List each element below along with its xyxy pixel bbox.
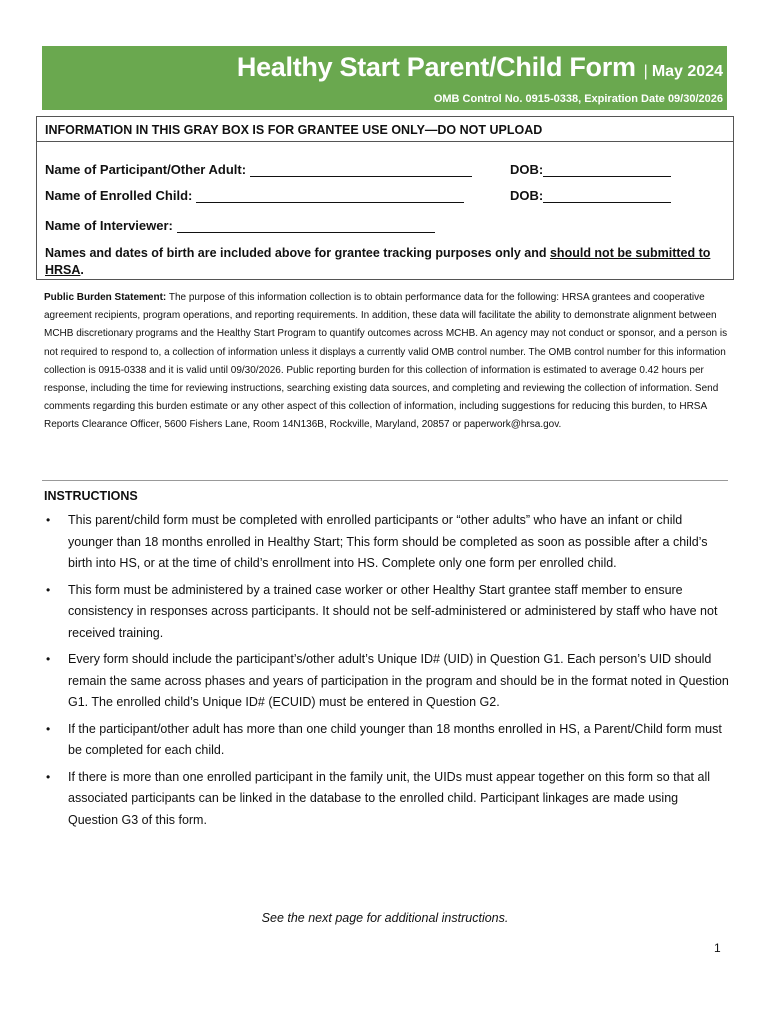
next-page-note: See the next page for additional instructions. xyxy=(261,911,509,925)
form-date: May 2024 xyxy=(651,63,723,80)
participant-name-field xyxy=(45,162,472,177)
participant-dob-field xyxy=(510,162,671,177)
instruction-text: This parent/child form must be completed with enrolled participants or “other adults” who have an infant or child younger than 18 months enrolled in Healthy Start; This form should be completed as soon as possible after a child’s birth into HS, or at the time of child’s enrollment into HS. Complete only one form per enrolled child. xyxy=(68,513,708,570)
child-dob-field xyxy=(510,188,671,203)
participant-name-label: Name of Participant/Other Adult: xyxy=(45,162,247,177)
header-title-line xyxy=(237,52,723,83)
instructions-list xyxy=(44,510,730,836)
interviewer-name-input[interactable] xyxy=(177,220,435,233)
gray-box-title: INFORMATION IN THIS GRAY BOX IS FOR GRANTEE USE ONLY—DO NOT UPLOAD xyxy=(45,123,543,137)
list-item xyxy=(44,767,730,832)
public-burden-statement xyxy=(44,289,730,435)
page-number: 1 xyxy=(714,941,721,955)
instructions-heading: INSTRUCTIONS xyxy=(44,489,138,503)
participant-dob-label: DOB: xyxy=(510,162,544,177)
title-separator: | xyxy=(643,63,648,80)
grantee-info-box xyxy=(36,116,734,280)
participant-dob-input[interactable] xyxy=(543,164,671,177)
bullet-icon: • xyxy=(46,513,51,527)
interviewer-name-label: Name of Interviewer: xyxy=(45,218,173,233)
bullet-icon: • xyxy=(46,769,51,784)
child-name-label: Name of Enrolled Child: xyxy=(45,188,193,203)
bullet-icon: • xyxy=(46,721,51,736)
child-dob-label: DOB: xyxy=(510,188,544,203)
bullet-icon: • xyxy=(46,582,51,597)
child-name-field xyxy=(45,188,464,203)
form-title: Healthy Start Parent/Child Form xyxy=(236,52,636,82)
note-prefix: Names and dates of birth are included above for grantee tracking purposes only and xyxy=(45,246,550,260)
instruction-text: Every form should include the participant’s/other adult’s Unique ID# (UID) in Question G1. Each person’s UID should remain the same across phases and years of participation in the program and should be in the format noted in Question G1. The enrolled child’s Unique ID# (ECUID) must be entered in Question G2. xyxy=(68,652,729,709)
bullet-icon: • xyxy=(46,652,51,666)
instruction-text: This form must be administered by a trained case worker or other Healthy Start grantee staff member to ensure consistency in responses across participants. It should not be self-administered or administered by staff who have not received training. xyxy=(68,582,718,640)
child-name-input[interactable] xyxy=(196,190,464,203)
gray-box-note xyxy=(45,245,715,279)
child-dob-input[interactable] xyxy=(543,190,671,203)
participant-name-input[interactable] xyxy=(250,164,472,177)
list-item xyxy=(44,649,730,714)
section-divider xyxy=(42,480,728,481)
list-item xyxy=(44,580,730,645)
list-item xyxy=(44,719,730,762)
instruction-text: If there is more than one enrolled participant in the family unit, the UIDs must appear together on this form so that all associated participants can be linked in the database to the enrolled child. Participant linkages are made using Question G3 of this form. xyxy=(68,769,710,827)
form-header xyxy=(42,46,727,110)
instruction-text: If the participant/other adult has more than one child younger than 18 months enrolled in HS, a Parent/Child form must be completed for each child. xyxy=(68,721,722,757)
burden-text: The purpose of this information collection is to obtain performance data for the following: HRSA grantees and cooperative agreement recipients, program operations, and reporting requirements. In addition, these data will facilitate the ability to demonstrate alignment between MCHB discretionary programs and the Healthy Start Program to quantify outcomes across MCHB. An agency may not conduct or sponsor, and a person is not required to respond to, a collection of information unless it displays a currently valid OMB control number. The OMB control number for this information collection is 0915-0338 and it is valid until 09/30/2026. Public reporting burden for this collection of information is estimated to average 0.42 hours per response, including the time for reviewing instructions, searching existing data sources, and completing and reviewing the collection of information. Send comments regarding this burden estimate or any other aspect of this collection of information, including suggestions for reducing this burden, to HRSA Reports Clearance Officer, 5600 Fishers Lane, Room 14N136B, Rockville, Maryland, 20857 or paperwork@hrsa.gov. xyxy=(44,292,728,431)
burden-label: Public Burden Statement: xyxy=(44,292,167,303)
interviewer-name-field xyxy=(45,218,435,233)
note-underlined: should not be submitted to HRSA xyxy=(45,246,711,277)
list-item xyxy=(44,510,730,575)
omb-control-number: OMB Control No. 0915-0338, Expiration Date 09/30/2026 xyxy=(433,93,723,105)
gray-box-rule xyxy=(37,141,733,142)
note-suffix: . xyxy=(80,263,84,277)
